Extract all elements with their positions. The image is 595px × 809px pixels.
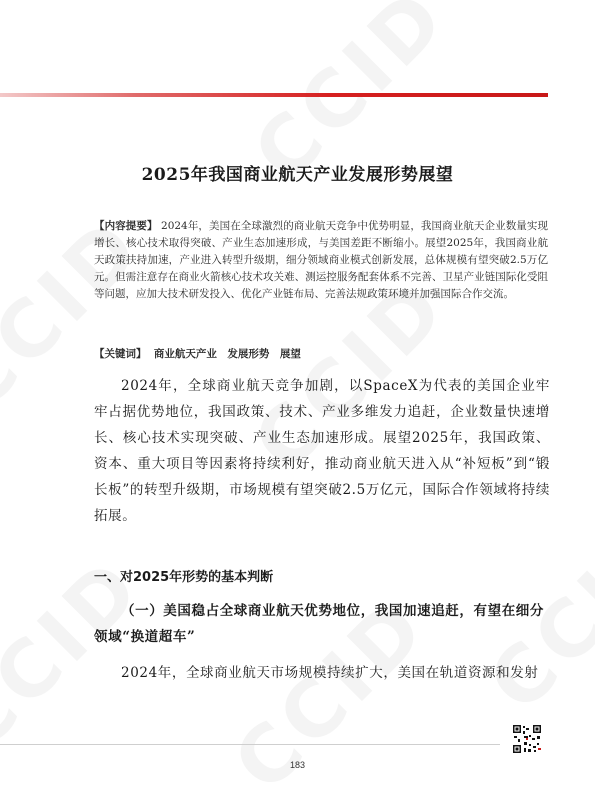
page-number: 183 bbox=[289, 760, 306, 770]
keywords-label: 【关键词】 bbox=[94, 348, 147, 360]
abstract bbox=[94, 218, 548, 303]
section-heading: 一、对2025年形势的基本判断 bbox=[94, 570, 274, 585]
footer-rule bbox=[0, 744, 500, 745]
keywords-text: 商业航天产业 发展形势 展望 bbox=[153, 348, 301, 360]
qr-code-icon bbox=[512, 724, 542, 754]
keywords bbox=[94, 346, 548, 363]
abstract-text: 2024年，美国在全球激烈的商业航天竞争中优势明显，我国商业航天企业数量实现增长、核心技术取得突破、产业生态加速形成，与美国差距不断缩小。展望2025年，我国商业航天政策扶持加速，产业进入转型升级期，细分领域商业模式创新发展，总体规模有望突破2.5万亿元。但需注意存在商业火箭核心技术攻关难、测运控服务配套体系不完善、卫星产业链国际化受阻等问题，应加大技术研发投入、优化产业链布局、完善法规政策环境并加强国际合作交流。 bbox=[94, 220, 548, 300]
intro-paragraph: 2024年，全球商业航天竞争加剧，以SpaceX为代表的美国企业牢牢占据优势地位，我国政策、技术、产业多维发力追赶，企业数量快速增长、核心技术实现突破、产业生态加速形成。展望2025年，我国政策、资本、重大项目等因素将持续利好，推动商业航天进入从“补短板”到“锻长板”的转型升级期，市场规模有望突破2.5万亿元，国际合作领域将持续拓展。 bbox=[94, 378, 550, 524]
abstract-label: 【内容提要】 bbox=[94, 220, 158, 232]
page-title: 2025年我国商业航天产业发展形势展望 bbox=[141, 165, 454, 185]
body-paragraph: 2024年，全球商业航天市场规模持续扩大，美国在轨道资源和发射 bbox=[121, 665, 539, 681]
header-rule bbox=[0, 93, 548, 97]
subsection-heading: （一）美国稳占全球商业航天优势地位，我国加速追赶，有望在细分领域“换道超车” bbox=[94, 603, 544, 645]
